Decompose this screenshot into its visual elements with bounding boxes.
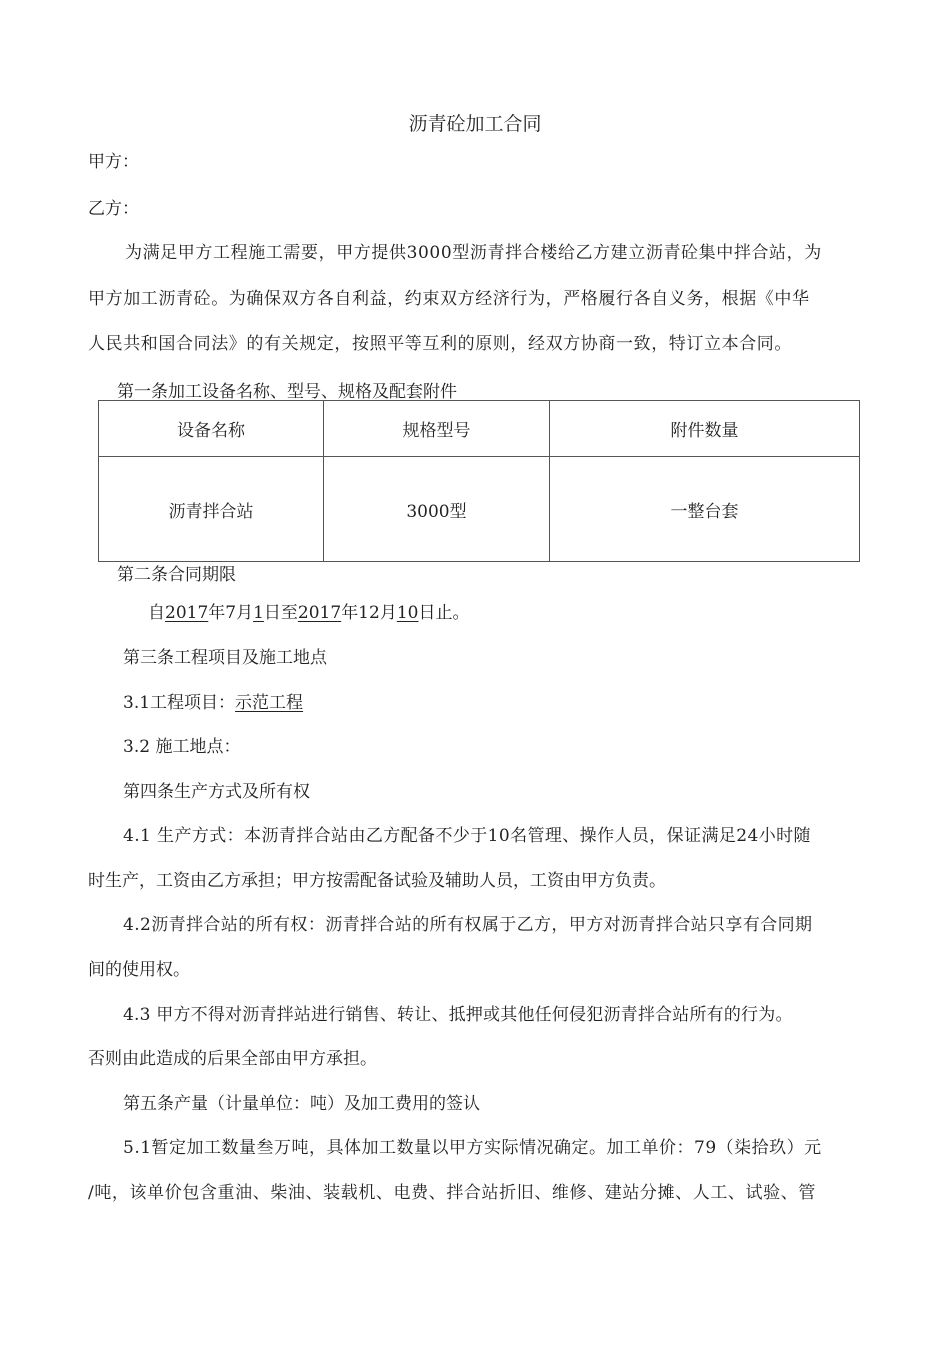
start-year: 2017	[165, 603, 209, 623]
clause-4-3-line-2: 否则由此造成的后果全部由甲方承担。	[88, 1049, 377, 1069]
intro-line-2: 甲方加工沥青砼。为确保双方各自利益，约束双方经济行为，严格履行各自义务，根据《中华	[88, 289, 810, 309]
equipment-table	[98, 400, 860, 562]
article-1-heading: 第一条加工设备名称、型号、规格及配套附件	[117, 382, 457, 402]
clause-4-1-line-1: 4.1 生产方式：本沥青拌合站由乙方配备不少于10名管理、操作人员，保证满足24小时随	[123, 826, 811, 846]
article-4-heading: 第四条生产方式及所有权	[123, 782, 310, 802]
period-text: 日止。	[418, 603, 470, 623]
table-cell: 沥青拌合站	[99, 457, 324, 562]
clause-5-1-line-1: 5.1暂定加工数量叁万吨，具体加工数量以甲方实际情况确定。加工单价：79（柒拾玖）元	[123, 1138, 822, 1158]
article-2-heading: 第二条合同期限	[117, 565, 236, 585]
project-item-line	[123, 693, 303, 713]
intro-line-3: 人民共和国合同法》的有关规定，按照平等互利的原则，经双方协商一致，特订立本合同。	[88, 334, 792, 354]
table-cell: 一整台套	[550, 457, 860, 562]
clause-4-2-line-1: 4.2沥青拌合站的所有权：沥青拌合站的所有权属于乙方，甲方对沥青拌合站只享有合同期	[123, 915, 813, 935]
table-header-cell: 设备名称	[99, 401, 324, 457]
contract-period-line	[148, 603, 469, 623]
table-header-row	[99, 401, 860, 457]
table-header-cell: 附件数量	[550, 401, 860, 457]
project-value: 示范工程	[235, 693, 304, 713]
clause-4-1-line-2: 时生产，工资由乙方承担；甲方按需配备试验及辅助人员，工资由甲方负责。	[88, 871, 666, 891]
start-day: 1	[253, 603, 264, 623]
period-text: 自	[148, 603, 165, 623]
document-title: 沥青砼加工合同	[408, 113, 542, 135]
clause-4-3-line-1: 4.3 甲方不得对沥青拌站进行销售、转让、抵押或其他任何侵犯沥青拌合站所有的行为。	[123, 1005, 793, 1025]
article-3-heading: 第三条工程项目及施工地点	[123, 648, 327, 668]
intro-line-1: 为满足甲方工程施工需要，甲方提供3000型沥青拌合楼给乙方建立沥青砼集中拌合站，为	[125, 243, 822, 263]
period-text: 年12月	[341, 603, 397, 623]
site-location-line: 3.2 施工地点：	[123, 737, 241, 757]
party-b-label: 乙方：	[88, 199, 139, 219]
end-year: 2017	[297, 603, 342, 623]
period-text: 年7月	[208, 603, 254, 623]
party-a-label: 甲方：	[88, 152, 139, 172]
project-label: 3.1工程项目：	[123, 693, 236, 713]
table-row	[99, 457, 860, 562]
clause-4-2-line-2: 间的使用权。	[88, 960, 190, 980]
article-5-heading: 第五条产量（计量单位：吨）及加工费用的签认	[123, 1094, 480, 1114]
clause-5-1-line-2: /吨，该单价包含重油、柴油、装载机、电费、拌合站折旧、维修、建站分摊、人工、试验、管	[88, 1183, 816, 1203]
end-day: 10	[396, 603, 419, 623]
table-header-cell: 规格型号	[324, 401, 550, 457]
table-cell: 3000型	[324, 457, 550, 562]
period-text: 日至	[263, 603, 298, 623]
